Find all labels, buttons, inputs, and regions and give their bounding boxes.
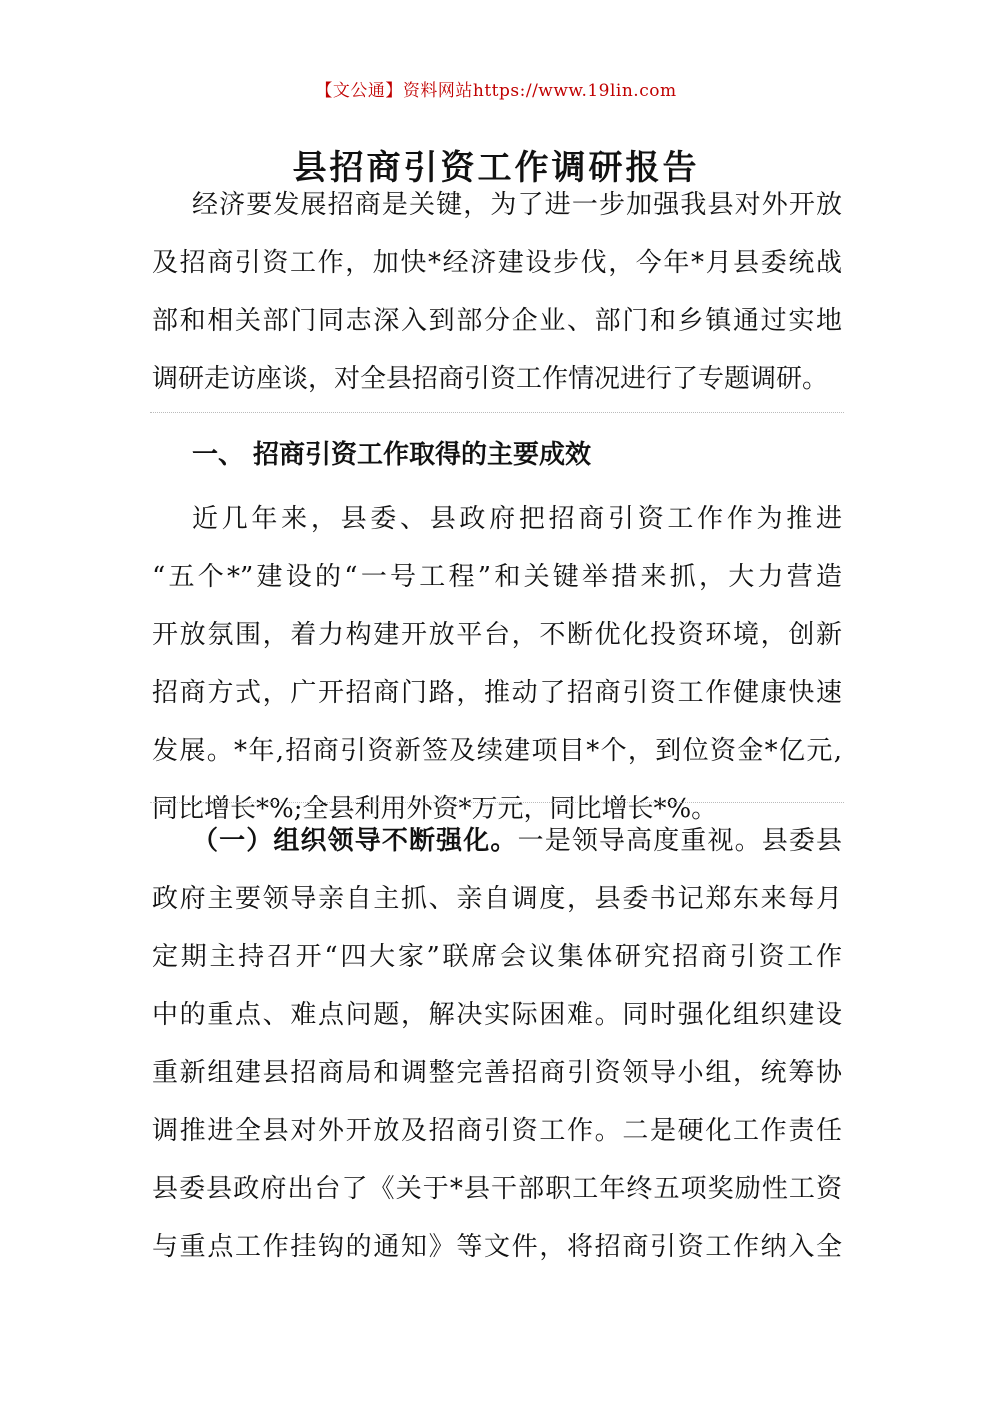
- section-heading: 一、 招商引资工作取得的主要成效: [192, 440, 592, 470]
- intro-line: 调研走访座谈，对全县招商引资工作情况进行了专题调研。: [152, 364, 829, 394]
- subsection-heading-text: 一是领导高度重视。县委县: [517, 826, 842, 856]
- paragraph-line: 与重点工作挂钩的通知》等文件，将招商引资工作纳入全: [152, 1232, 842, 1262]
- intro-line: 及招商引资工作，加快*经济建设步伐，今年*月县委统战: [152, 248, 842, 278]
- section-1-paragraph: [152, 490, 852, 838]
- subsection-heading-line: [152, 812, 842, 870]
- paragraph-line: “五个*”建设的“一号工程”和关键举措来抓，大力营造: [152, 562, 842, 592]
- intro-paragraph: [152, 176, 852, 408]
- subsection-1: [152, 812, 852, 1276]
- paragraph-line: 县委县政府出台了《关于*县干部职工年终五项奖励性工资: [152, 1174, 842, 1204]
- site-banner: 【文公通】资料网站https://www.19lin.com: [315, 81, 677, 101]
- divider: [150, 802, 844, 803]
- paragraph-line: 近几年来，县委、县政府把招商引资工作作为推进: [192, 504, 842, 534]
- paragraph-line: 发展。*年,招商引资新签及续建项目*个，到位资金*亿元,: [152, 736, 842, 766]
- paragraph-line: 开放氛围，着力构建开放平台，不断优化投资环境，创新: [152, 620, 842, 650]
- paragraph-line: 定期主持召开“四大家”联席会议集体研究招商引资工作: [152, 942, 842, 972]
- section-1: [152, 426, 852, 484]
- paragraph-line: 政府主要领导亲自主抓、亲自调度，县委书记郑东来每月: [152, 884, 842, 914]
- paragraph-line: 中的重点、难点问题，解决实际困难。同时强化组织建设: [152, 1000, 842, 1030]
- divider: [150, 412, 844, 413]
- intro-line: 部和相关部门同志深入到部分企业、部门和乡镇通过实地: [152, 306, 842, 336]
- document-title: 县招商引资工作调研报告: [292, 148, 700, 188]
- subsection-heading: （一）组织领导不断强化。: [192, 826, 518, 856]
- intro-line: 经济要发展招商是关键，为了进一步加强我县对外开放: [192, 190, 842, 220]
- paragraph-line: 重新组建县招商局和调整完善招商引资领导小组，统筹协: [152, 1058, 842, 1088]
- paragraph-line: 同比增长*%;全县利用外资*万元，同比增长*%。: [152, 794, 718, 824]
- paragraph-line: 招商方式，广开招商门路，推动了招商引资工作健康快速: [152, 678, 842, 708]
- paragraph-line: 调推进全县对外开放及招商引资工作。二是硬化工作责任: [152, 1116, 842, 1146]
